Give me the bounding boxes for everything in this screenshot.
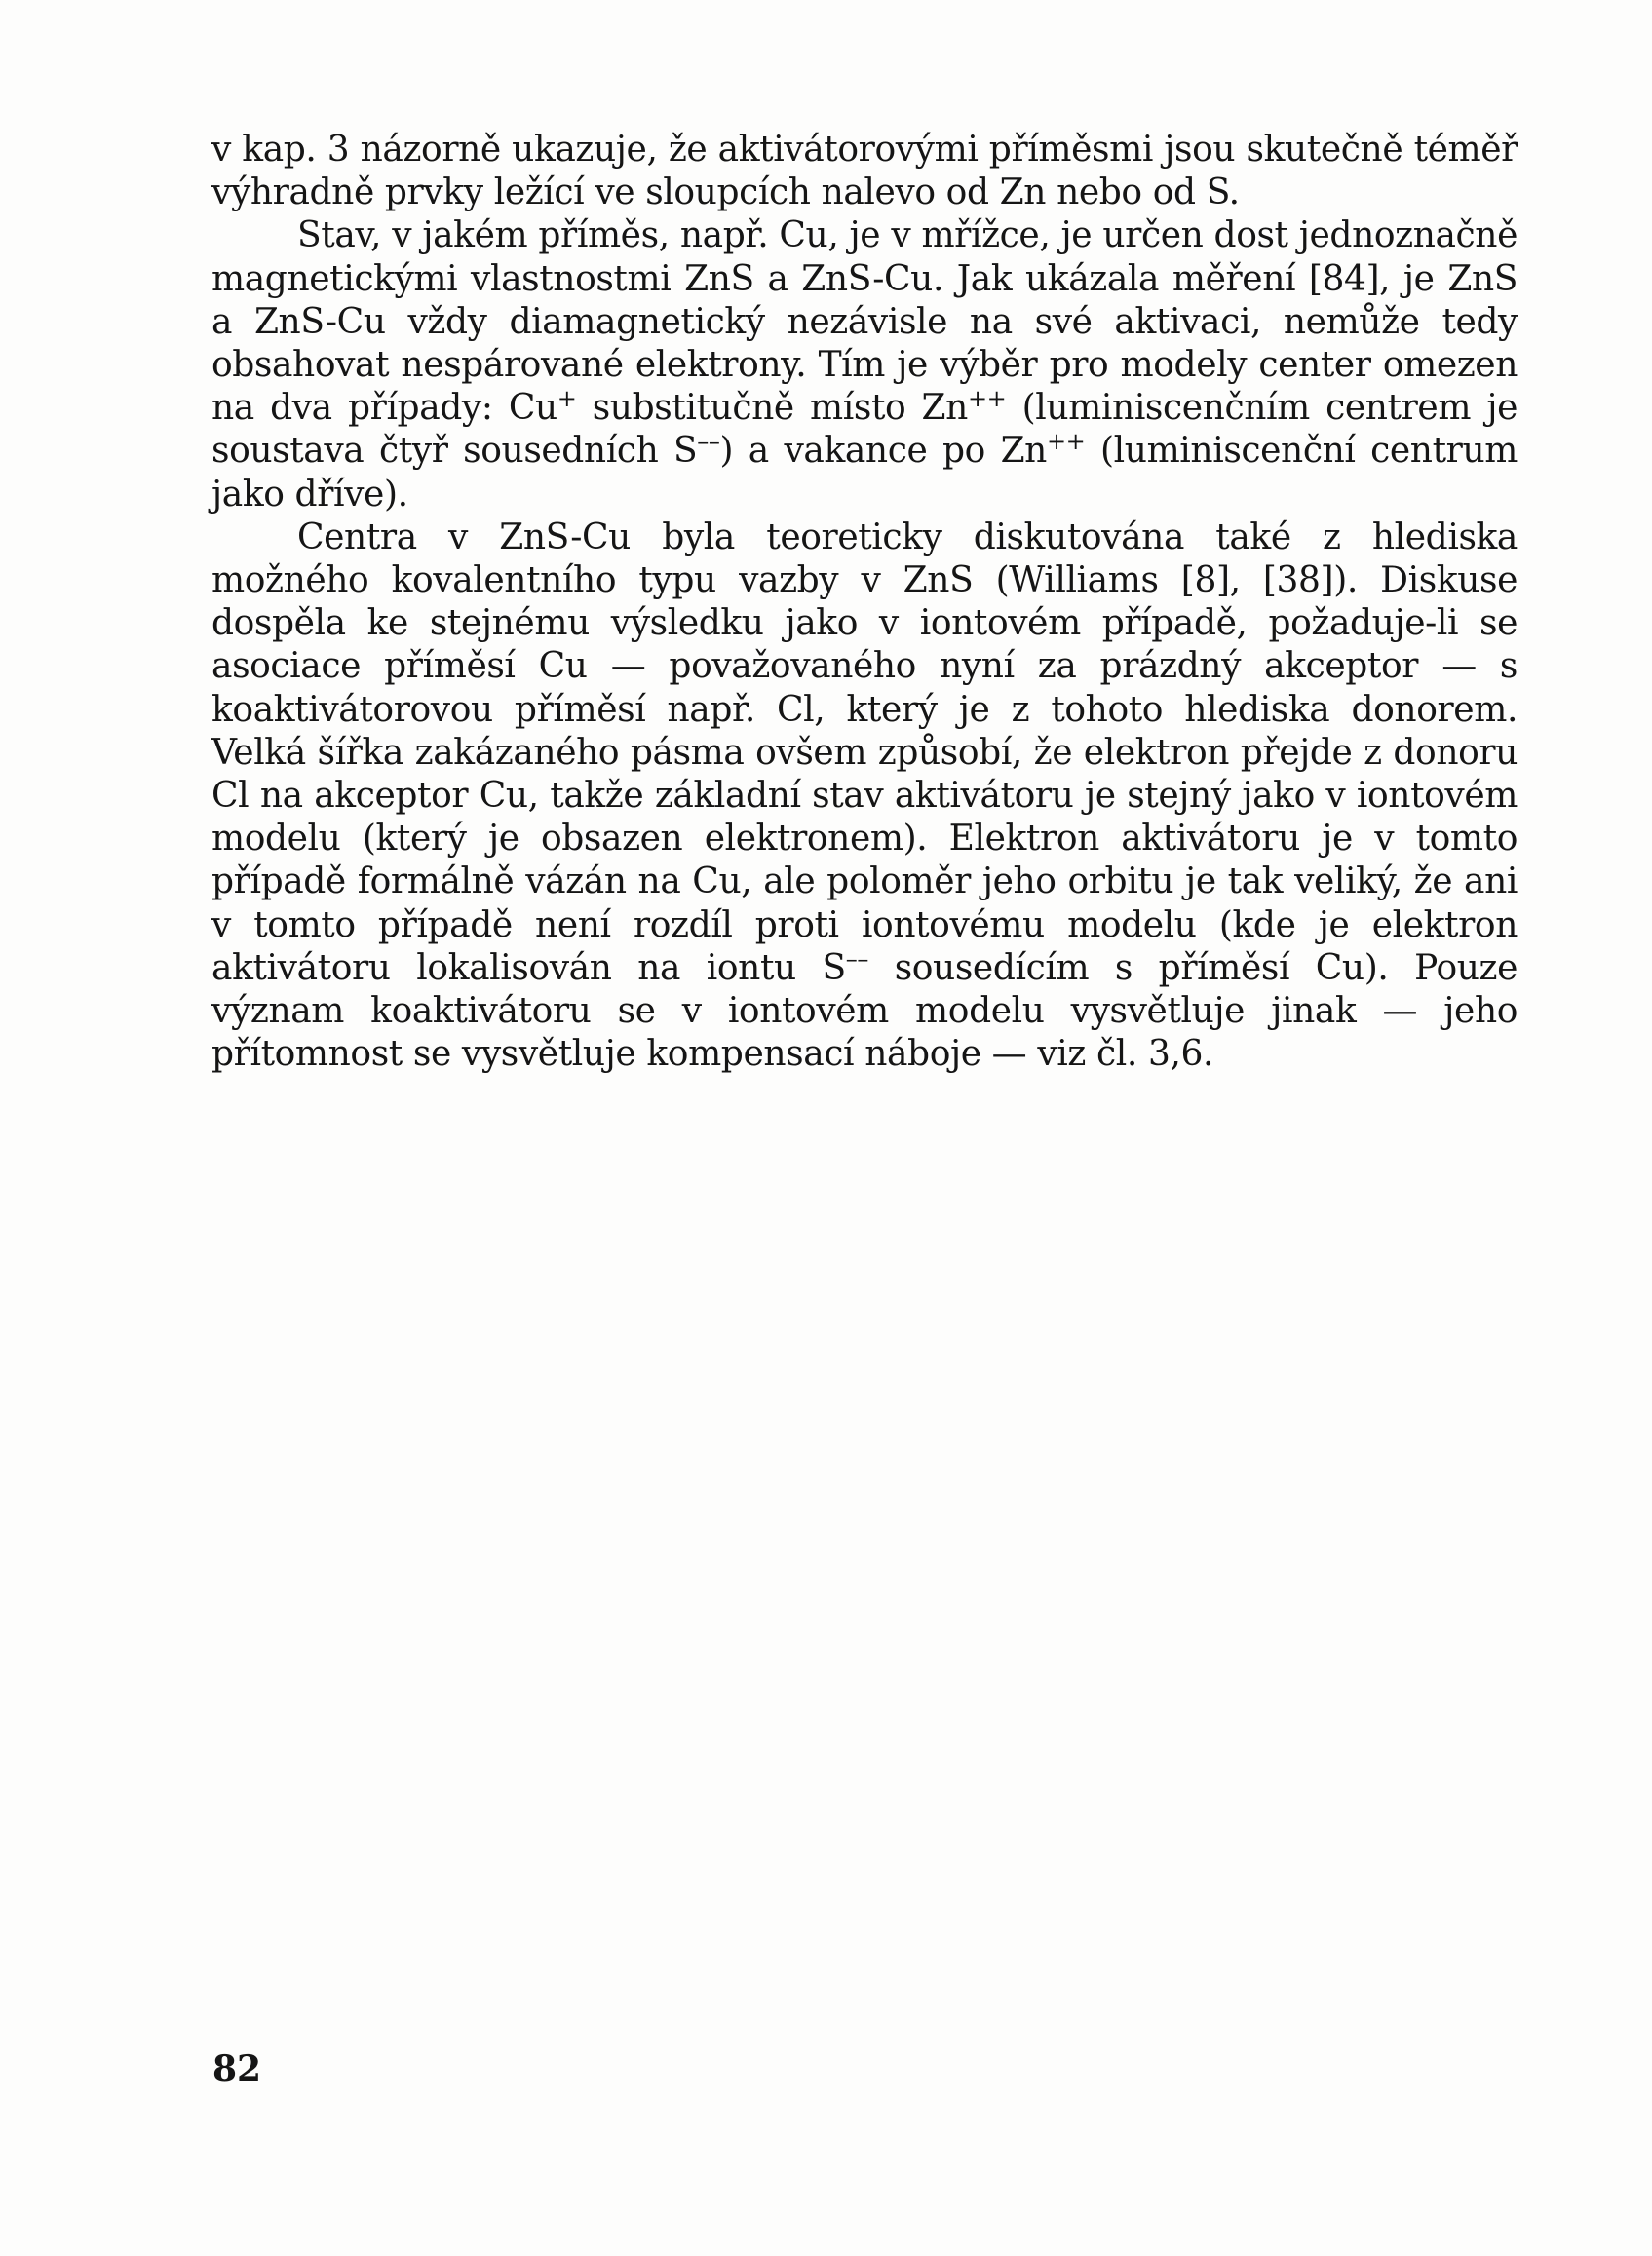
text-run: v kap. 3 názorně ukazuje, že aktivátorovými příměsmi jsou skutečně téměř výhradně prvky ležící ve sloupcích nalevo od Zn nebo od S. — [211, 130, 1518, 213]
paragraph-3 — [211, 516, 1518, 1077]
text-run: sousedícím s příměsí Cu). Pouze význam koaktivátoru se v iontovém modelu vysvětluje jinak — jeho přítomnost se vysvětluje kompensací náboje — viz čl. 3,6. — [211, 947, 1518, 1075]
text-run: substitučně místo Zn — [576, 388, 968, 429]
text-run: ) a vakance po Zn — [719, 431, 1047, 472]
body-text — [211, 129, 1518, 1076]
superscript-charge: ++ — [967, 385, 1007, 413]
text-run: Centra v ZnS-Cu byla teoreticky diskutována také z hlediska možného kovalentního typu vazby v ZnS (Williams [8], [38]). Diskuse dospěla ke stejnému výsledku jako v iontovém případě, požaduje-li se asociace příměsí Cu — považovaného nyní za prázdný akceptor — s koaktivátorovou příměsí např. Cl, který je z tohoto hlediska donorem. Velká šířka zakázaného pásma ovšem způsobí, že elektron přejde z donoru Cl na akceptor Cu, takže základní stav aktivátoru je stejný jako v iontovém modelu (který je obsazen elektronem). Elektron aktivátoru je v tomto případě formálně vázán na Cu, ale poloměr jeho orbitu je tak veliký, že ani v tomto případě není rozdíl proti iontovému modelu (kde je elektron aktivátoru lokalisován na iontu S — [211, 516, 1518, 988]
text-run: (luminiscenční centrum jako dříve). — [211, 431, 1518, 515]
paragraph-2 — [211, 214, 1518, 516]
superscript-charge: + — [557, 385, 577, 413]
superscript-charge: –– — [845, 944, 868, 973]
superscript-charge: ++ — [1046, 428, 1086, 456]
paragraph-1 — [211, 129, 1518, 214]
superscript-charge: –– — [697, 428, 720, 456]
text-run: Stav, v jakém příměs, např. Cu, je v mřížce, je určen dost jednoznačně magnetickými vlastnostmi ZnS a ZnS-Cu. Jak ukázala měření [84], je ZnS a ZnS-Cu vždy diamagnetický nezávisle na své aktivaci, nemůže tedy obsahovat nespárované elektrony. Tím je výběr pro modely center omezen na dva případy: Cu — [211, 215, 1518, 429]
page-number: 82 — [212, 2048, 262, 2089]
text-run: (luminiscenčním centrem je soustava čtyř sousedních S — [211, 388, 1518, 472]
